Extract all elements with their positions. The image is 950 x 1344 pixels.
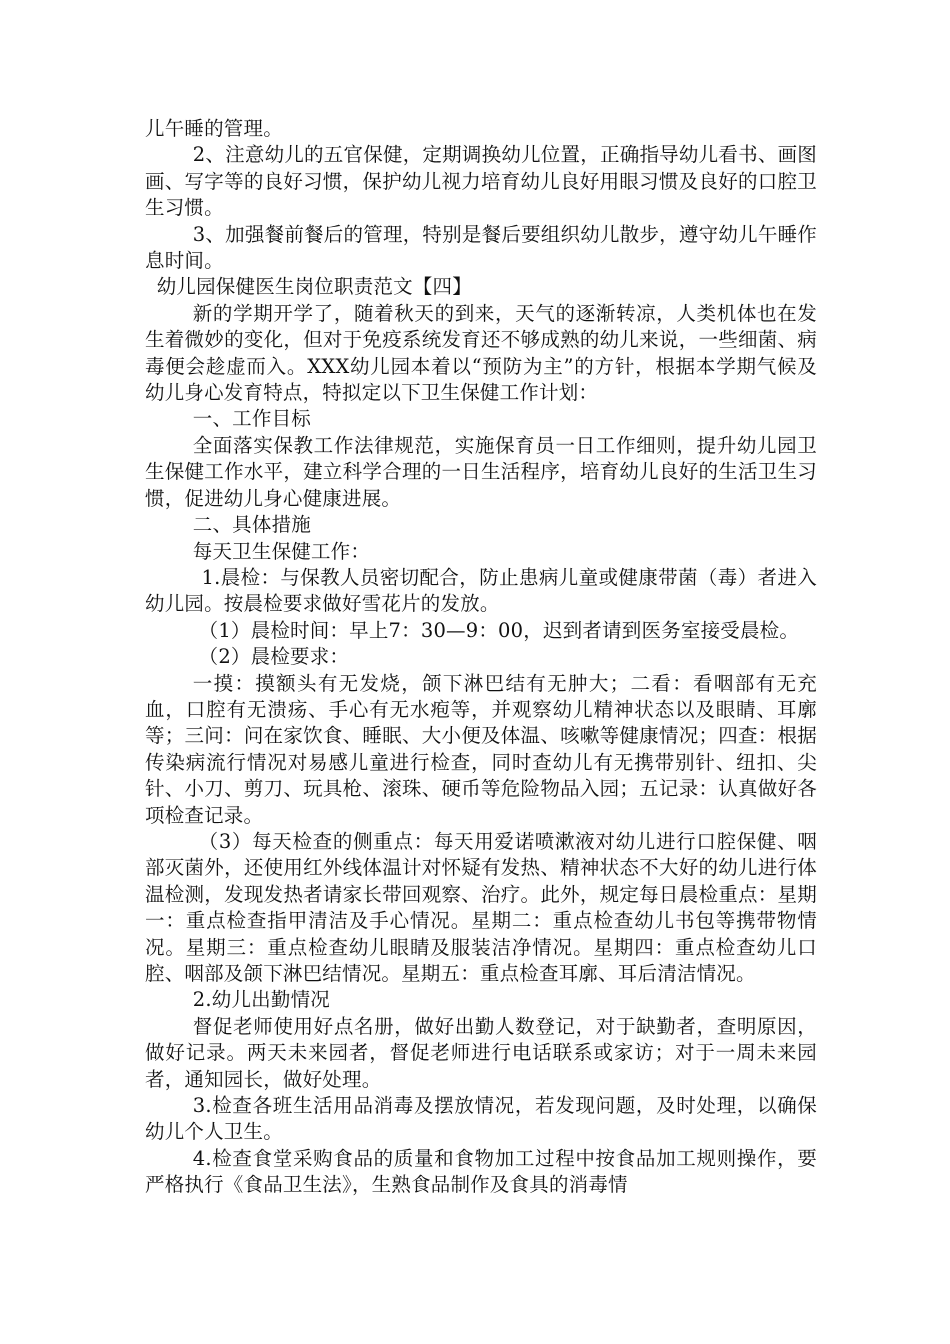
heading-work-goals: 一、工作目标 (192, 407, 311, 431)
document-body (145, 116, 817, 1199)
heading-daily-work: 每天卫生保健工作： (192, 539, 371, 563)
paragraph-check-requirements: 一摸：摸额头有无发烧，颌下淋巴结有无肿大；二看：看咽部有无充血，口腔有无溃疡、手心有无水疱等，并观察幼儿精神状态以及眼睛、耳廓等；三问：问在家饮食、睡眠、大小便及体温、咳嗽等健康情况；四查：根据传染病流行情况对易感儿童进行检查，同时查幼儿有无携带别针、纽扣、尖针、小刀、剪刀、玩具枪、滚珠、硬币等危险物品入园；五记录：认真做好各项检查记录。 (145, 671, 817, 827)
paragraph-continuation: 儿午睡的管理。 (145, 117, 283, 140)
paragraph-daily-focus: （3）每天检查的侧重点：每天用爱诺喷漱液对幼儿进行口腔保健、咽部灭菌外，还使用红外线体温计对怀疑有发热、精神状态不大好的幼儿进行体温检测，发现发热者请家长带回观察、治疗。此外，规定每日晨检重点：星期一：重点检查指甲清洁及手心情况。星期二：重点检查幼儿书包等携带物情况。星期三：重点检查幼儿眼睛及服装洁净情况。星期四：重点检查幼儿口腔、咽部及颌下淋巴结情况。星期五：重点检查耳廓、耳后清洁情况。 (145, 829, 817, 985)
paragraph-attendance: 督促老师使用好点名册，做好出勤人数登记，对于缺勤者，查明原因，做好记录。两天未来园者，督促老师进行电话联系或家访；对于一周未来园者，通知园长，做好处理。 (145, 1014, 817, 1091)
heading-measures: 二、具体措施 (192, 513, 311, 537)
heading-attendance: 2.幼儿出勤情况 (192, 988, 330, 1012)
paragraph-check-time: （1）晨检时间：早上7：30—9：00，迟到者请到医务室接受晨检。 (198, 618, 800, 642)
section-title: 幼儿园保健医生岗位职责范文【四】 (156, 275, 472, 299)
paragraph-intro: 新的学期开学了，随着秋天的到来，天气的逐渐转凉，人类机体也在发生着微妙的变化，但对于免疫系统发育还不够成熟的幼儿来说，一些细菌、病毒便会趁虚而入。XXX幼儿园本着以“预防为主”的方针，根据本学期气候及幼儿身心发育特点，特拟定以下卫生保健工作计划： (145, 301, 817, 405)
paragraph-morning-check: 1.晨检：与保教人员密切配合，防止患病儿童或健康带菌（毒）者进入幼儿园。按晨检要求做好雪花片的发放。 (145, 565, 817, 616)
paragraph-item-3: 3、加强餐前餐后的管理，特别是餐后要组织幼儿散步，遵守幼儿午睡作息时间。 (145, 222, 817, 273)
paragraph-goals: 全面落实保教工作法律规范，实施保育员一日工作细则，提升幼儿园卫生保健工作水平，建立科学合理的一日生活程序，培育幼儿良好的生活卫生习惯，促进幼儿身心健康进展。 (145, 433, 817, 510)
paragraph-canteen-check: 4.检查食堂采购食品的质量和食物加工过程中按食品加工规则操作，要严格执行《食品卫生法》，生熟食品制作及食具的消毒情 (145, 1146, 817, 1197)
paragraph-item-2: 2、注意幼儿的五官保健，定期调换幼儿位置，正确指导幼儿看书、画图画、写字等的良好习惯，保护幼儿视力培育幼儿良好用眼习惯及良好的口腔卫生习惯。 (145, 143, 817, 220)
heading-check-requirements: （2）晨检要求： (198, 645, 350, 669)
paragraph-supplies-check: 3.检查各班生活用品消毒及摆放情况，若发现问题，及时处理，以确保幼儿个人卫生。 (145, 1094, 817, 1144)
